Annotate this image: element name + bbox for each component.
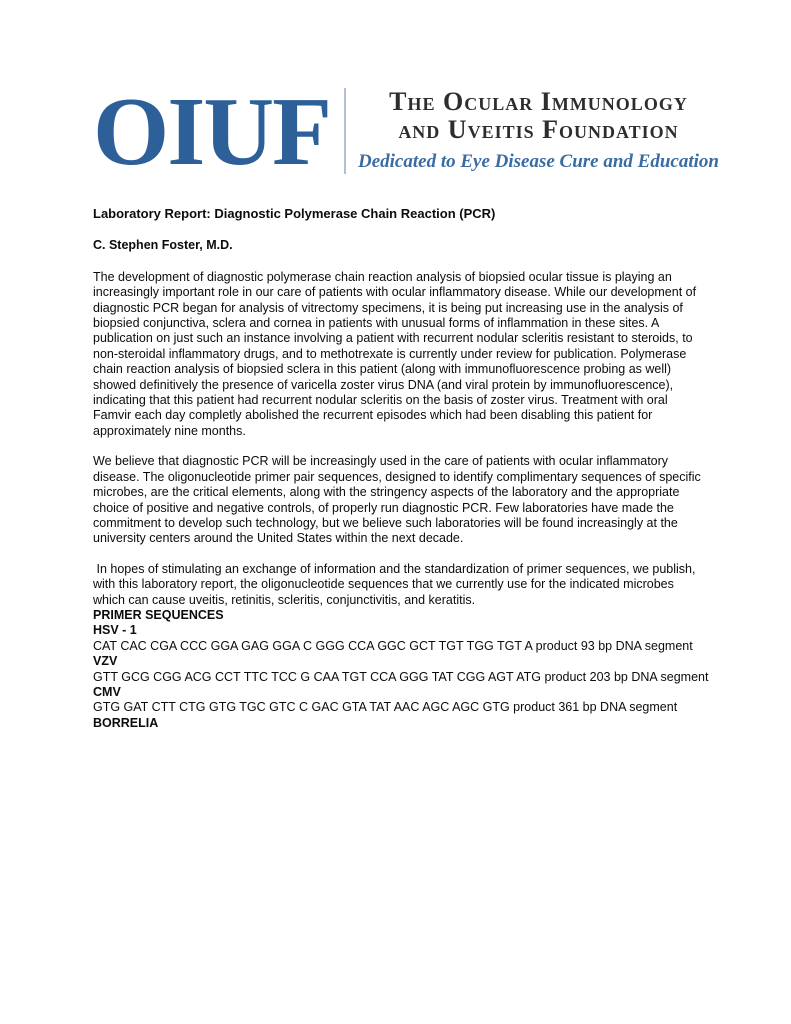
report-paragraph-1: The development of diagnostic polymerase chain reaction analysis of biopsied ocular tissue is playing an increasingly important role in our care of patients with ocular inflammatory disease. While our development of diagnostic PCR began for analysis of vitrectomy specimens, it is being put increasing use in the analysis of biopsied conjunctiva, sclera and cornea in patients with unusual forms of inflammation in these sites. A publication on just such an instance involving a patient with recurrent nodular scleritis resistant to steroids, to non-steroidal inflammatory drugs, and to methotrexate is currently under review for publication. Polymerase chain reaction analysis of biopsied sclera in this patient (along with immunofluorescence probing as well) showed definitively the presence of varicella zoster virus DNA (and viral protein by immunofluorescence), indicating that this patient had recurrent nodular scleritis on the basis of zoster virus. Treatment with oral Famvir each day completly abolished the recurrent episodes which had been disabling this patient for approximately nine months. — [93, 269, 700, 438]
primer-sequences-heading: PRIMER SEQUENCES — [93, 607, 224, 622]
report-paragraph-3: In hopes of stimulating an exchange of information and the standardization of primer sequences, we publish, with this laboratory report, the oligonucleotide sequences that we currently use for the indicated microbes which can cause uveitis, retinitis, scleritis, conjunctivitis, and keratitis. — [93, 561, 699, 607]
report-title: Laboratory Report: Diagnostic Polymerase Chain Reaction (PCR) — [93, 206, 496, 221]
logo-divider — [344, 88, 346, 174]
primer-label-vzv: VZV — [93, 654, 118, 669]
logo-text-block — [358, 80, 719, 184]
primer-entry-hsv1 — [93, 623, 709, 654]
foundation-name-line2: and Uveitis Foundation — [398, 115, 679, 144]
primer-sequence-hsv1: CAT CAC CGA CCC GGA GAG GGA C GGG CCA GGC GCT TGT TGG TGT A product 93 bp DNA segment — [93, 638, 693, 653]
oiuf-logo-acronym: OIUF — [93, 78, 330, 186]
foundation-name-line1: The Ocular Immunology — [389, 87, 688, 116]
primer-sequence-cmv: GTG GAT CTT CTG GTG TGC GTC C GAC GTA TAT AAC AGC AGC GTG product 361 bp DNA segment — [93, 700, 678, 715]
primer-entry-borrelia — [93, 716, 709, 731]
primer-label-hsv1: HSV - 1 — [93, 623, 137, 638]
report-author: C. Stephen Foster, M.D. — [93, 238, 233, 253]
primer-sequence-vzv: GTT GCG CGG ACG CCT TTC TCC G CAA TGT CCA GGG TAT CGG AGT ATG product 203 bp DNA segment — [93, 669, 709, 684]
primer-entry-cmv — [93, 685, 709, 716]
primer-label-cmv: CMV — [93, 684, 121, 699]
foundation-tagline: Dedicated to Eye Disease Cure and Education — [358, 151, 719, 172]
report-paragraph-2: We believe that diagnostic PCR will be increasingly used in the care of patients with ocular inflammatory disease. The oligonucleotide primer pair sequences, designed to identify complimentary sequences of specific microbes, are the critical elements, along with the stringency aspects of the laboratory and the appropriate choice of positive and negative controls, of properly run diagnostic PCR. Few laboratories have made the commitment to develop such technology, but we believe such laboratories will be found increasingly at the university centers around the United States within the next decade. — [93, 454, 705, 546]
primer-label-borrelia: BORRELIA — [93, 715, 159, 730]
primer-entry-vzv — [93, 654, 709, 685]
report-content — [93, 206, 709, 731]
oiuf-logo — [93, 80, 719, 184]
